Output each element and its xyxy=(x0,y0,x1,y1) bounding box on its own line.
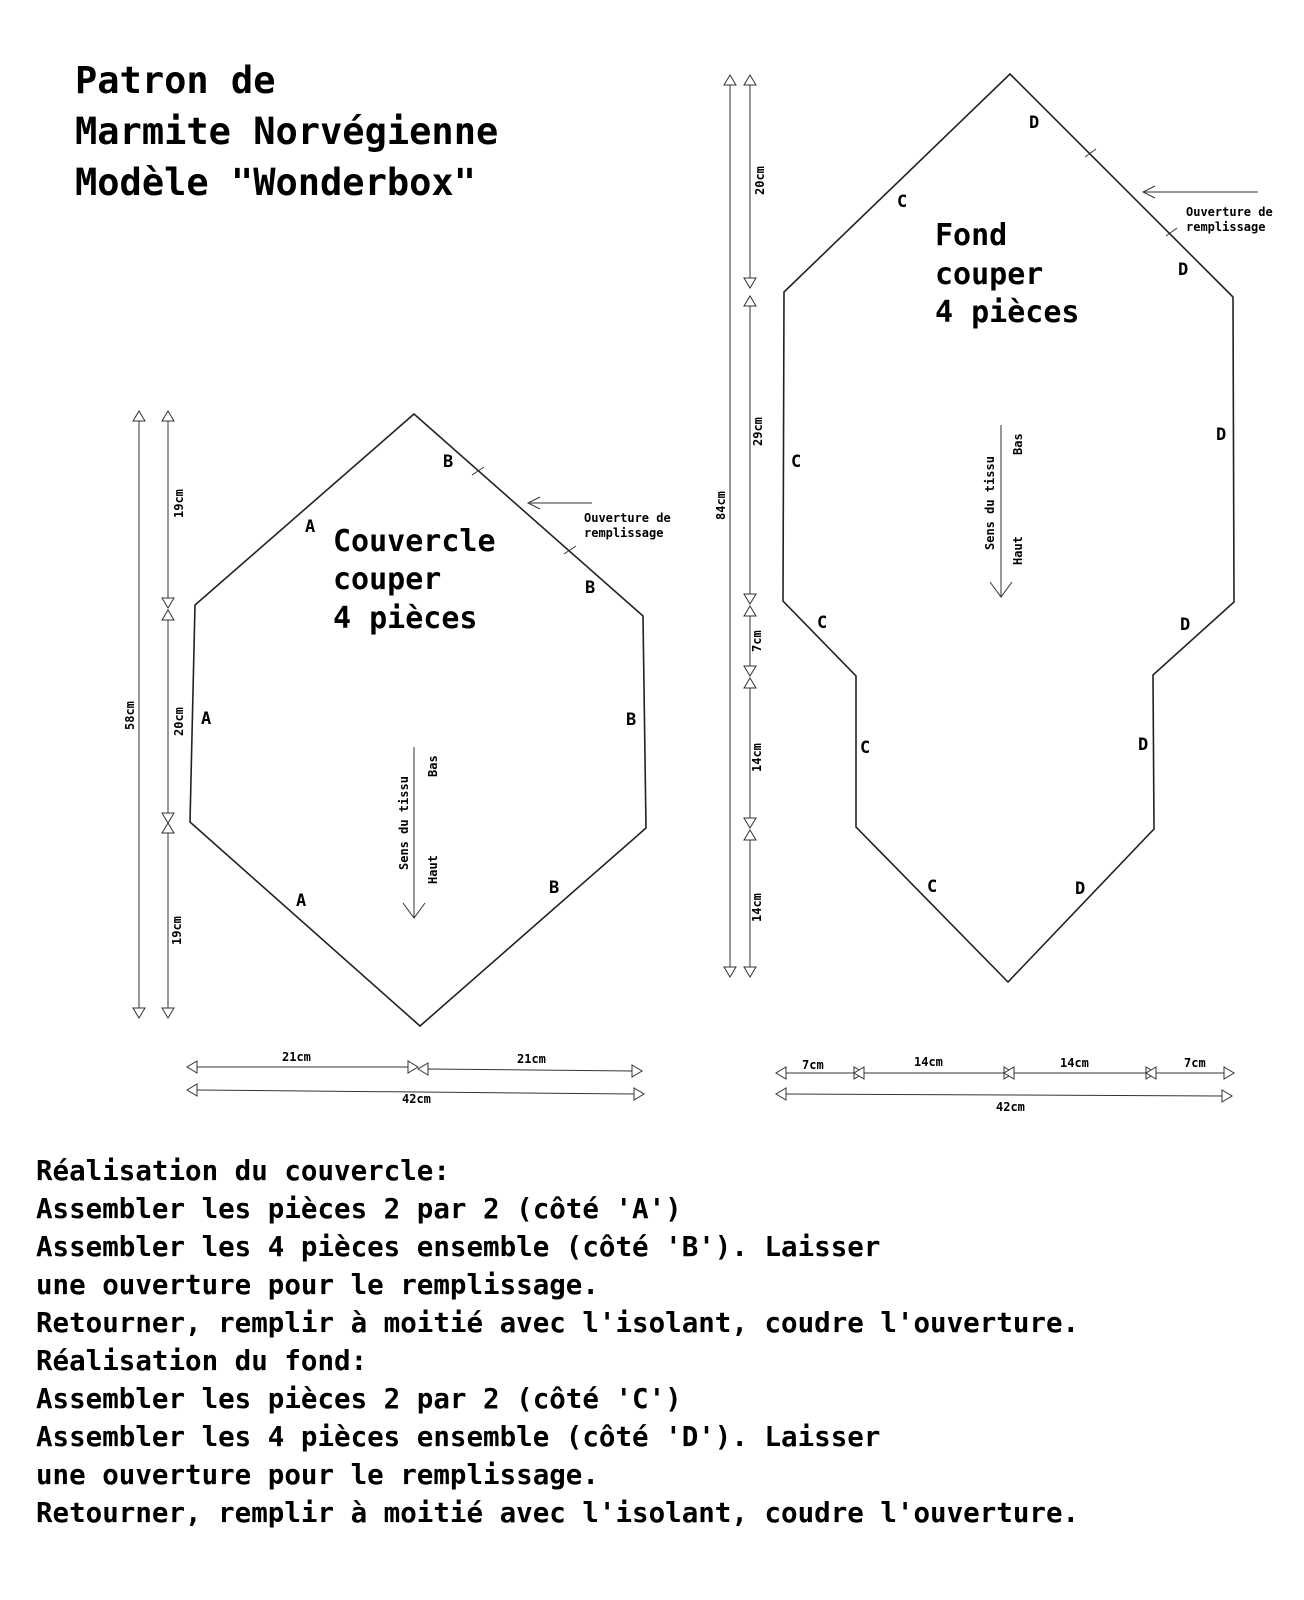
lid-width-dimensions xyxy=(187,1050,644,1106)
base-dim-seg1: 20cm xyxy=(753,166,767,195)
base-dim-total-height: 84cm xyxy=(714,491,728,520)
title-line-3: Modèle "Wonderbox" xyxy=(75,161,476,204)
lid-label-3: 4 pièces xyxy=(333,601,478,636)
instructions-line-8: Assembler les 4 pièces ensemble (côté 'D'). Laisser xyxy=(36,1421,881,1453)
lid-piece xyxy=(123,411,671,1106)
base-opening-label-2: remplissage xyxy=(1186,220,1266,234)
lid-dim-total-width: 42cm xyxy=(402,1092,431,1106)
instructions-line-6: Réalisation du fond: xyxy=(36,1345,368,1377)
base-dim-w4: 7cm xyxy=(1184,1056,1206,1070)
lid-edge-b-4: B xyxy=(549,878,560,898)
lid-grain-bottom: Bas xyxy=(426,755,440,777)
lid-dim-top: 19cm xyxy=(172,489,186,518)
lid-edge-b-2: B xyxy=(585,578,596,598)
lid-grain-label: Sens du tissu xyxy=(397,776,411,870)
base-dim-w3: 14cm xyxy=(1060,1056,1089,1070)
instructions-line-10: Retourner, remplir à moitié avec l'isolant, coudre l'ouverture. xyxy=(36,1497,1080,1529)
base-piece xyxy=(714,74,1273,1114)
base-edge-c-1: C xyxy=(897,192,908,212)
base-dim-seg5: 14cm xyxy=(750,893,764,922)
title-line-2: Marmite Norvégienne xyxy=(75,110,499,153)
lid-dim-bottom: 19cm xyxy=(170,916,184,945)
lid-grain-indicator xyxy=(397,747,440,918)
lid-edge-a-2: A xyxy=(201,709,212,729)
lid-dim-half-right: 21cm xyxy=(517,1052,546,1066)
base-grain-bottom: Bas xyxy=(1011,433,1025,455)
base-opening-label-1: Ouverture de xyxy=(1186,205,1273,219)
instructions-line-1: Réalisation du couvercle: xyxy=(36,1155,450,1187)
lid-dim-half-left: 21cm xyxy=(282,1050,311,1064)
title-line-1: Patron de xyxy=(75,59,276,102)
base-edge-d-5: D xyxy=(1138,735,1149,755)
base-dim-w2: 14cm xyxy=(914,1055,943,1069)
lid-grain-top: Haut xyxy=(426,855,440,884)
instructions-line-7: Assembler les pièces 2 par 2 (côté 'C') xyxy=(36,1383,682,1415)
base-dim-seg2: 29cm xyxy=(751,417,765,446)
lid-label-2: couper xyxy=(333,562,442,597)
base-grain-top: Haut xyxy=(1011,536,1025,565)
lid-outline xyxy=(190,414,646,1026)
lid-edge-a-1: A xyxy=(305,517,316,537)
base-label-3: 4 pièces xyxy=(935,295,1080,330)
instructions-line-3: Assembler les 4 pièces ensemble (côté 'B'). Laisser xyxy=(36,1231,881,1263)
base-dim-seg3: 7cm xyxy=(750,630,764,652)
lid-opening-label-1: Ouverture de xyxy=(584,511,671,525)
base-edge-d-3: D xyxy=(1216,425,1227,445)
lid-dim-middle: 20cm xyxy=(172,707,186,736)
base-edge-d-2: D xyxy=(1178,260,1189,280)
base-edge-c-5: C xyxy=(927,877,938,897)
base-edge-c-4: C xyxy=(860,738,871,758)
base-edge-d-4: D xyxy=(1180,615,1191,635)
base-outline xyxy=(783,74,1234,982)
instructions-line-9: une ouverture pour le remplissage. xyxy=(36,1459,599,1491)
base-edge-d-1: D xyxy=(1029,113,1040,133)
instructions-line-4: une ouverture pour le remplissage. xyxy=(36,1269,599,1301)
base-edge-c-3: C xyxy=(817,613,828,633)
base-dim-seg4: 14cm xyxy=(750,743,764,772)
base-label-1: Fond xyxy=(935,218,1008,253)
instructions-block xyxy=(36,1152,1079,1532)
base-height-dimensions xyxy=(714,75,767,977)
base-grain-label: Sens du tissu xyxy=(983,456,997,550)
lid-edge-b-1: B xyxy=(443,452,454,472)
base-label-2: couper xyxy=(935,257,1044,292)
instructions-line-2: Assembler les pièces 2 par 2 (côté 'A') xyxy=(36,1193,682,1225)
base-edge-d-6: D xyxy=(1075,879,1086,899)
lid-edge-b-3: B xyxy=(626,710,637,730)
lid-dim-total-height: 58cm xyxy=(123,701,137,730)
instructions-line-5: Retourner, remplir à moitié avec l'isolant, coudre l'ouverture. xyxy=(36,1307,1080,1339)
base-dim-w1: 7cm xyxy=(802,1058,824,1072)
base-dim-total-width: 42cm xyxy=(996,1100,1025,1114)
base-width-dimensions xyxy=(776,1055,1234,1114)
lid-height-dimensions xyxy=(123,411,186,1018)
lid-label-1: Couvercle xyxy=(333,524,496,559)
lid-opening-label-2: remplissage xyxy=(584,526,664,540)
base-grain-indicator xyxy=(983,425,1025,597)
base-edge-c-2: C xyxy=(791,452,802,472)
lid-edge-a-3: A xyxy=(296,891,307,911)
